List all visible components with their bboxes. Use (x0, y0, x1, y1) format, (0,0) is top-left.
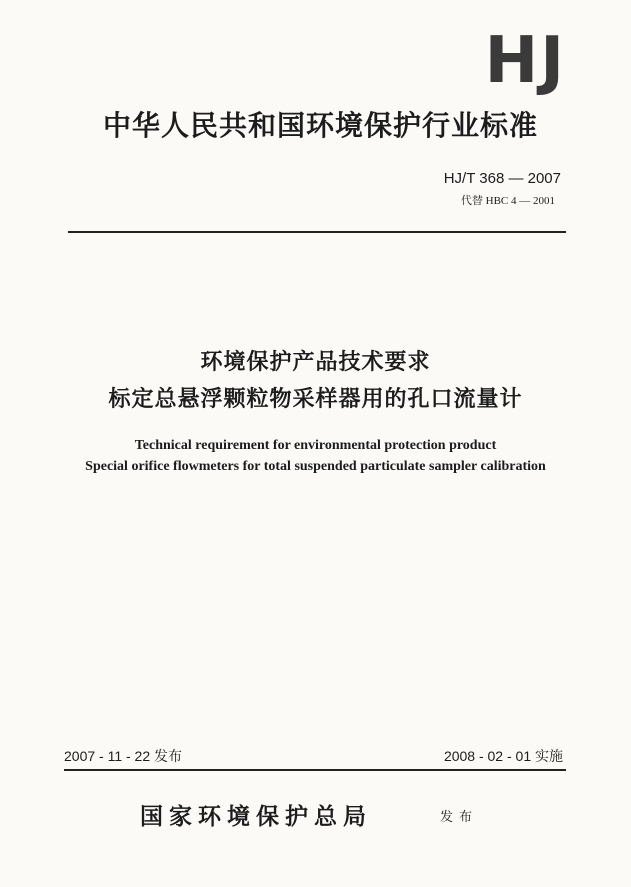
top-divider (68, 231, 566, 233)
standard-code: HJ/T 368 — 2007 (443, 170, 561, 187)
issuing-suffix: 发布 (440, 810, 479, 825)
bottom-divider (64, 769, 566, 771)
issue-date: 2007 - 11 - 22 发布 (64, 748, 183, 764)
hj-logo: HJ (484, 24, 566, 98)
organization-title: 中华人民共和国环境保护行业标准 (102, 109, 538, 142)
chinese-title-line-1: 环境保护产品技术要求 (200, 350, 431, 375)
english-title-line-1: Technical requirement for environmental protection product (134, 438, 497, 453)
standard-replaces: 代替 HBC 4 — 2001 (460, 195, 555, 207)
english-title-line-2: Special orifice flowmeters for total suspended particulate sampler calibration (85, 459, 546, 474)
chinese-title-line-2: 标定总悬浮颗粒物采样器用的孔口流量计 (108, 387, 523, 412)
issuing-authority: 国家环境保护总局 (140, 803, 372, 830)
implementation-date: 2008 - 02 - 01 实施 (443, 748, 563, 764)
